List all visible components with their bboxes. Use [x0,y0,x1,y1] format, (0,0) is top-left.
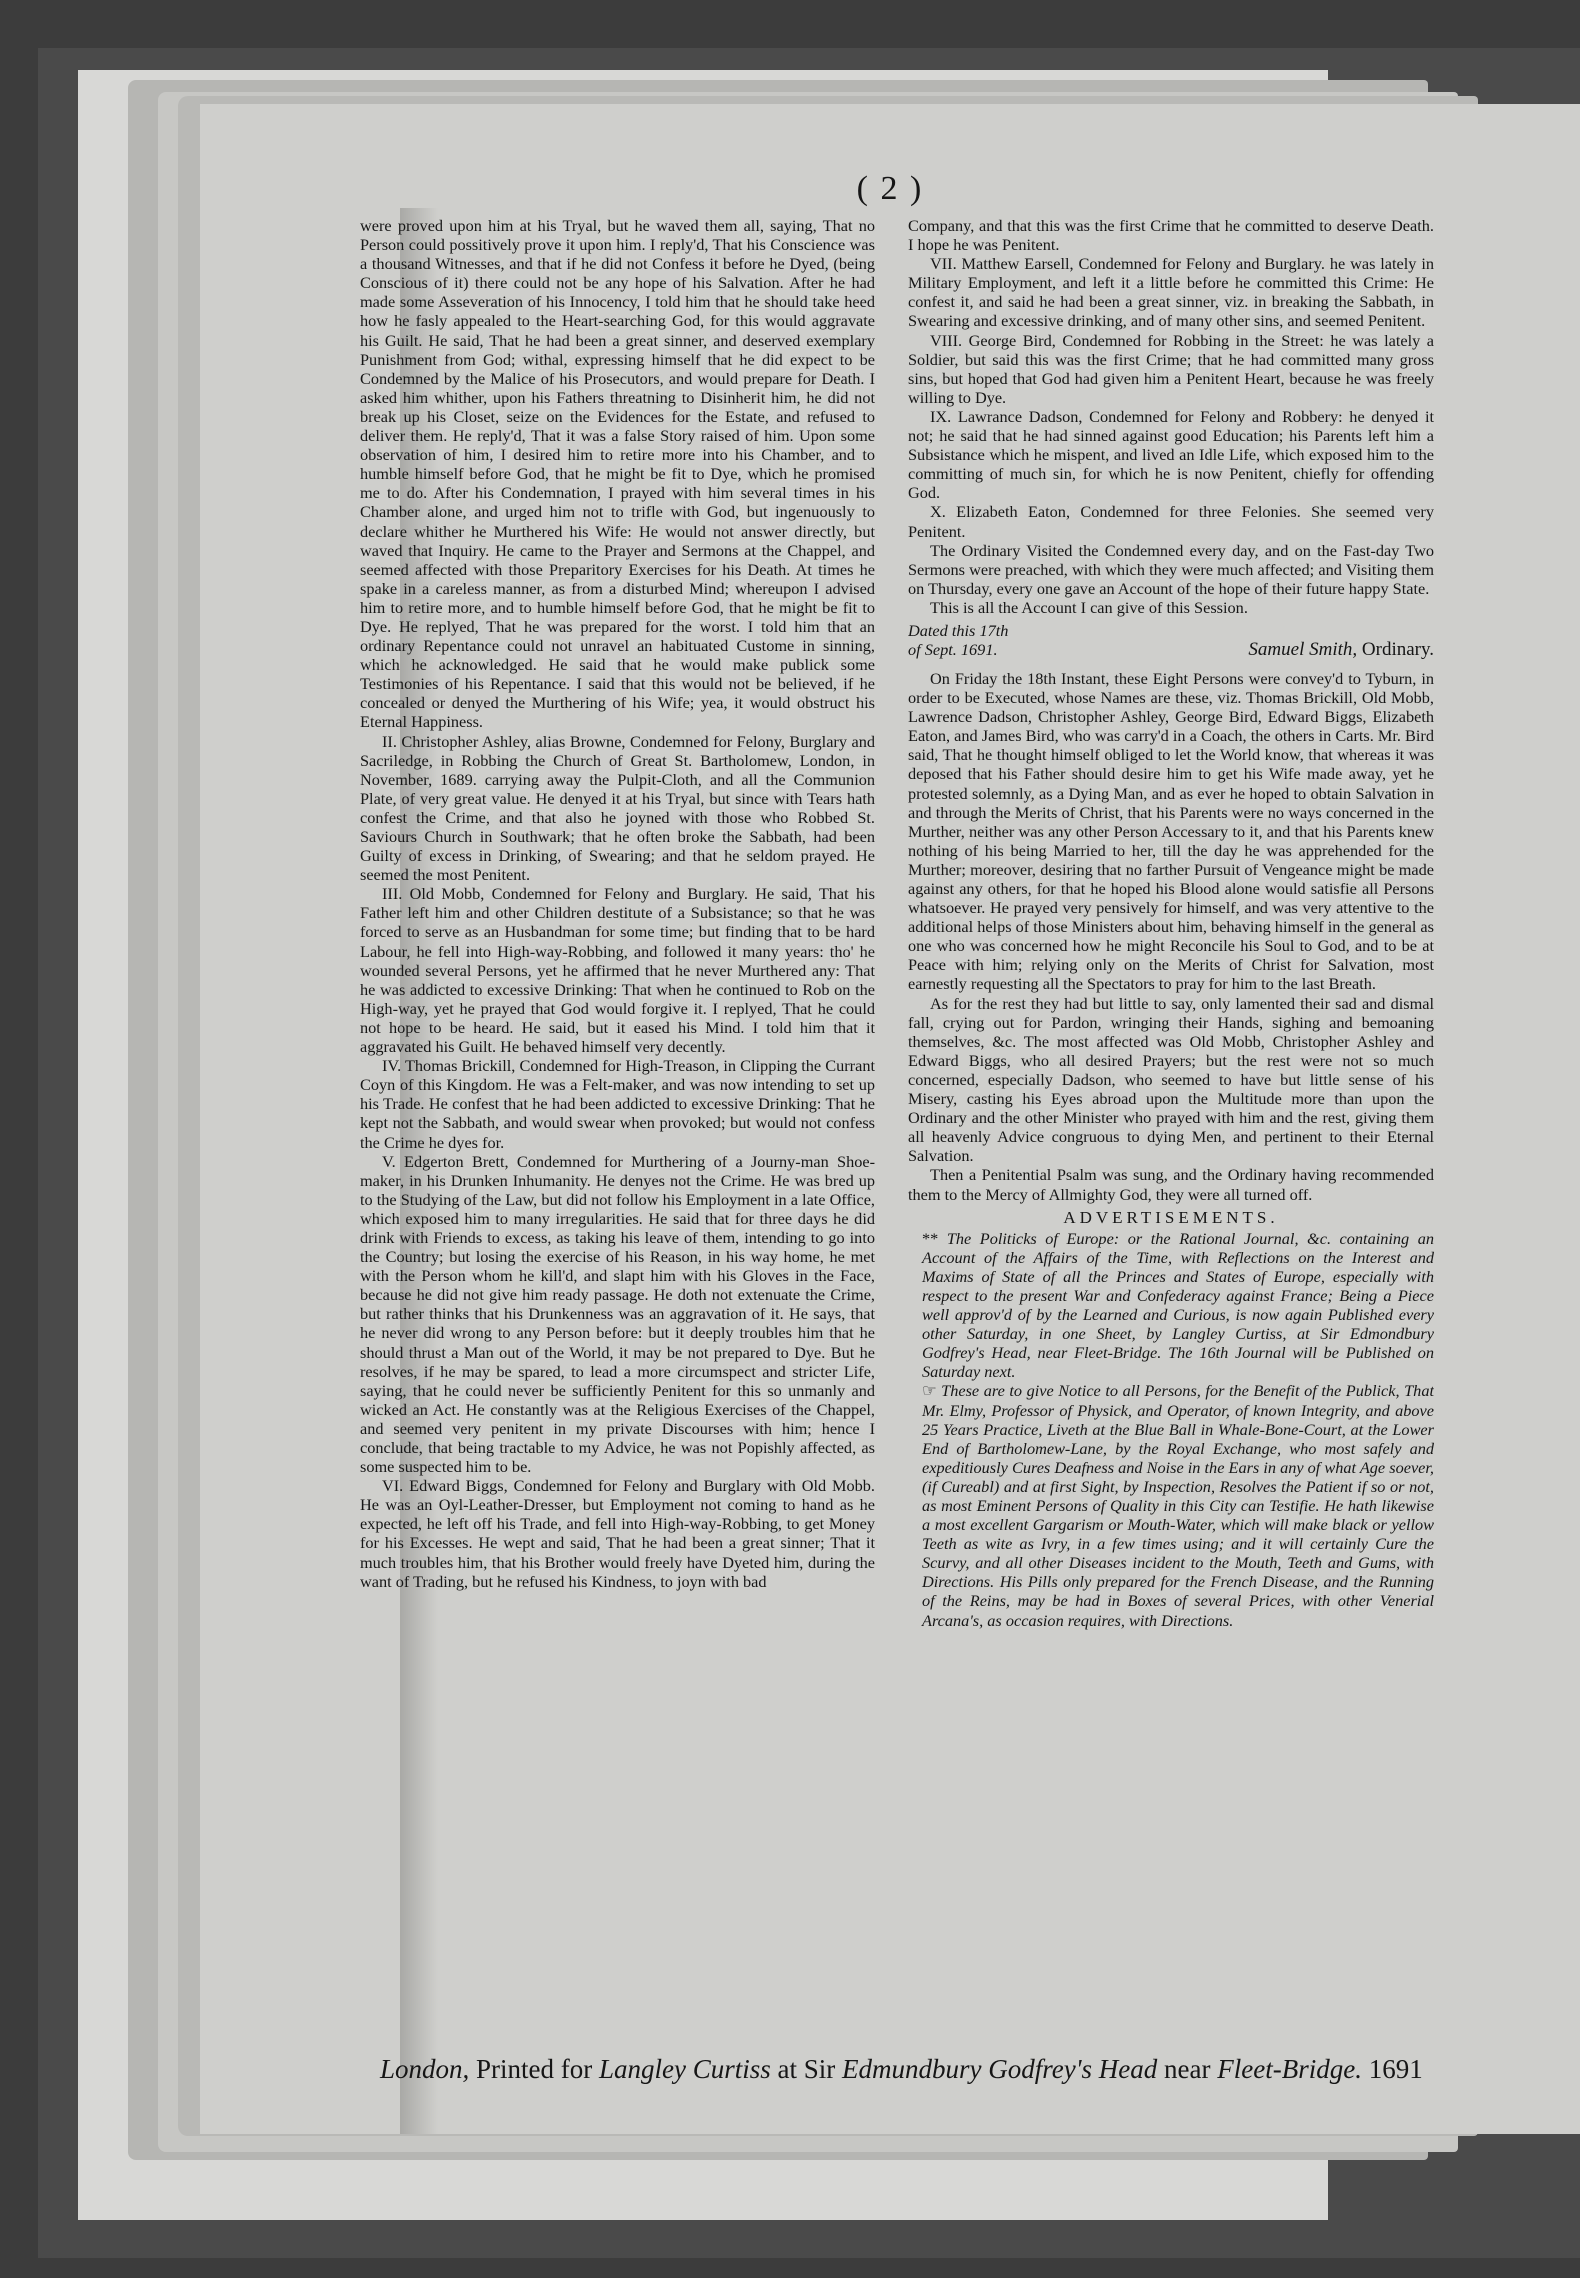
dated-line: of Sept. 1691. [908,639,998,659]
paragraph: IX. Lawrance Dadson, Condemned for Felony and Robbery: he denyed it not; he said that he had sinned against good Education; his Parents left him a Subsistance which he mispent, and lived an Idle Life, which exposed him to the committing of much sin, for which he is now Penitent, chiefly for offending God. [908,406,1434,503]
paragraph: VIII. George Bird, Condemned for Robbing in the Street: he was lately a Soldier, but said this was the first Crime; that he had committed many gross sins, but hoped that God had given him a Penitent Heart, because he was freely willing to Dye. [908,330,1434,407]
imprint-printer: Langley Curtiss [599,2054,771,2084]
dated-line: Dated this 17th [908,620,1009,640]
paragraph: The Ordinary Visited the Condemned every day, and on the Fast-day Two Sermons were preached, with which they were much affected; and Visiting them on Thursday, every one gave an Account of the hope of their future happy State. [908,540,1434,598]
paragraph: This is all the Account I can give of this Session. [930,597,1248,617]
advertisement-text: These are to give Notice to all Persons, for the Benefit of the Publick, That Mr. Elmy, Professor of Physick, and Operator, of known Integrity, and above 25 Years Practice, Liveth at the Blue Ball in Whale-Bone-Court, at the Lower End of Bartholomew-Lane, by the Royal Exchange, who most safely and expeditiously Cures Deafness and Noise in the Ears in any of what Age soever, (if Cureabl) and at first Sight, by Inspection, Resolves the Patient if so or not, as most Eminent Persons of Quality in this City can Testifie. He hath likewise a most excellent Gargarism or Mouth-Water, which will make black or yellow Teeth as wite as Ivry, in a few times using; and it will certainly Cure the Scurvy, and all other Diseases incident to the Mouth, Teeth and Gums, with Directions. His Pills only prepared for the French Disease, and the Running of the Reins, may be had in Boxes of several Prices, with other Venerial Arcana's, as occasion requires, with Directions. [922,1381,1434,1630]
imprint-sign: Edmundbury Godfrey's Head [842,2054,1158,2084]
advertisements-heading: ADVERTISEMENTS. [1063,1207,1279,1227]
paragraph: VII. Matthew Earsell, Condemned for Felony and Burglary. he was lately in Military Employment, and left it a little before he committed this Crime: He confest it, and said he had been a great sinner, viz. in breaking the Sabbath, in Swearing and excessive drinking, and of many other sins, and seemed Penitent. [908,254,1434,331]
right-column-accounts [908,216,1434,617]
signature [1248,640,1434,659]
imprint-year: 1691 [1368,2054,1423,2084]
advertisements [908,1229,1434,1630]
paragraph: II. Christopher Ashley, alias Browne, Condemned for Felony, Burglary and Sacriledge, in Robbing the Church of Great St. Bartholomew, London, in November, 1689. carrying away the Pulpit-Cloth, and all the Communion Plate, of very great value. He denyed it at his Tryal, but since with Tears hath confest the Crime, and that also he joyned with those who Robbed St. Saviours Church in Southwark; that he often broke the Sabbath, had been Guilty of excess in Drinking, of Swearing; and that he seldom prayed. He seemed the most Penitent. [360,731,875,885]
document-page [200,104,1580,2134]
paragraph: As for the rest they had but little to say, only lamented their sad and dismal fall, crying out for Pardon, wringing their Hands, sighing and bemoaning themselves, &c. The most affected was Old Mobb, Christopher Ashley and Edward Biggs, who all desired Prayers; but the rest were not so much concerned, especially Dadson, who seemed to have but little sense of his Misery, casting his Eyes abroad upon the Multitude more than upon the Ordinary and the other Minister who prayed with him and the rest, giving them all heavenly Advice congruous to dying Men, and pertinent to their Eternal Salvation. [908,993,1434,1166]
imprint-printed-for: Printed for [476,2054,593,2084]
left-column [360,216,875,2054]
paragraph: Then a Penitential Psalm was sung, and the Ordinary having recommended them to the Mercy of Allmighty God, they were all turned off. [908,1165,1434,1204]
page-number: ( 2 ) [856,170,924,207]
paragraph: III. Old Mobb, Condemned for Felony and Burglary. He said, That his Father left him and other Children destitute of a Subsistance; so that he was forced to serve as an Husbandman for some time; but finding that to be hard Labour, he fell into High-way-Robbing, and followed it many years: tho' he wounded several Persons, yet he affirmed that he never Murthered any: That he was addicted to excessive Drinking: That when he continued to Rob on the High-way, yet he prayed that God would forgive it. I replyed, That he could not hope to be heard. He said, but it eased his Mind. I told him that it aggravated his Guilt. He behaved himself very decently. [360,884,875,1057]
paragraph: IV. Thomas Brickill, Condemned for High-Treason, in Clipping the Currant Coyn of this Kingdom. He was a Felt-maker, and was now intending to set up his Trade. He confest that he had been addicted to excessive Drinking: That he kept not the Sabbath, and would swear when provoked; but would not confess the Crime he dyes for. [360,1056,875,1152]
paragraph: V. Edgerton Brett, Condemned for Murthering of a Journy-man Shoe-maker, in his Drunken Inhumanity. He denyes not the Crime. He was bred up to the Studying of the Law, but did not follow his Employment in a late Office, which exposed him to many irregularities. He said that for three days he did drink with Friends to excess, as taking his leave of them, intending to go into the Country; but losing the exercise of his Reason, in his way home, he met with the Person whom he kill'd, and slapt him with his Gloves in the Face, because he did not give him ready passage. He doth not extenuate the Crime, but rather thinks that his Drunkenness was an aggravation of it. He says, that he never did wrong to any Person before: but it deeply troubles him that he should thrust a Man out of the World, it may be not prepared to Dye. But he resolves, if he may be spared, to lead a more circumspect and stricter Life, saying, that he could never be sufficiently Penitent for this so unmanly and wicked an Act. He constantly was at the Religious Exercises of the Chappel, and seemed very penitent in my private Discourses with him; hence I conclude, that being tractable to my Advice, he was not Popishly affected, as some suspected him to be. [360,1151,875,1477]
advertisement-text: The Politicks of Europe: or the Rational Journal, &c. containing an Account of the Affairs of the Time, with Reflections on the Interest and Maxims of State of all the Princes and States of Europe, especially with respect to the present War and Confederacy against France; Being a Piece well approv'd of by the Learned and Curious, is now again Published every other Saturday, in one Sheet, by Langley Curtiss, at Sir Edmondbury Godfrey's Head, near Fleet-Bridge. The 16th Journal will be Published on Saturday next. [922,1228,1434,1382]
paragraph: were proved upon him at his Tryal, but he waved them all, saying, That no Person could possitively prove it upon him. I reply'd, That his Conscience was a thousand Witnesses, and that if he did not Confess it before he Dyed, (being Conscious of it) there could not be any hope of his Salvation. After he had made some Asseveration of his Innocency, I told him that he should take heed how he fasly appealed to the Heart-searching God, for this would aggravate his Guilt. He said, That he had been a great sinner, and deserved exemplary Punishment from God; withal, expressing himself that he did expect to be Condemned by the Malice of his Prosecutors, and would prepare for Death. I asked him whither, upon his Fathers threatning to Disinherit him, he did not break up his Closet, seize on the Evidences for the Estate, and refused to deliver them. He reply'd, That it was a false Story raised of him. Upon some observation of him, I desired him to retire more into his Chamber, and to humble himself before God, that he might be fit to Dye, which he promised me to do. After his Condemnation, I prayed with him several times in his Chamber alone, and urged him not to trifle with God, but ingenuously to declare whither he Murthered his Wife: He would not answer directly, but waved that Inquiry. He came to the Prayer and Sermons at the Chappel, and seemed affected with those Preparitory Exercises for his Death. At times he spake in a careless manner, as from a disturbed Mind; whereupon I advised him to retire more, and to humble himself before God, that he might be fit to Dye. He replyed, That he was prepared for the worst. I told him that an ordinary Repentance could not unravel an habituated Custome in sinning, which he acknowledged. He said that he would make publick some Testimonies of his Repentance. I said that this would not be believed, if he concealed or denyed the Murthering of his Wife; yea, it would obstruct his Eternal Happiness. [360,216,875,732]
dated-block [908,621,1008,659]
signature-title: Ordinary. [1361,638,1434,660]
advertisement [908,1229,1434,1382]
imprint-city: London, [380,2054,470,2084]
advertisement [908,1381,1434,1629]
imprint [380,2054,1460,2085]
imprint-at: at Sir [777,2054,836,2084]
advertisement-mark: ☞ [922,1381,937,1401]
right-column [908,216,1434,2054]
paragraph: VI. Edward Biggs, Condemned for Felony and Burglary with Old Mobb. He was an Oyl-Leather-Dresser, but Employment not coming to hand as he expected, he left off his Trade, and fell into High-way-Robbing, to get Money for his Excesses. He wept and said, That he had been a great sinner; That it much troubles him, that his Brother would freely have Dyeted him, during the want of Trading, but he refused his Kindness, to joyn with bad [360,1476,875,1591]
imprint-place: Fleet-Bridge. [1217,2054,1362,2084]
imprint-near: near [1164,2054,1211,2084]
paragraph: X. Elizabeth Eaton, Condemned for three Felonies. She seemed very Penitent. [908,502,1434,541]
execution-account [908,669,1434,1204]
advertisement-mark: ** [922,1228,939,1248]
dateline [908,621,1434,659]
signature-name: Samuel Smith, [1248,638,1358,660]
paragraph: On Friday the 18th Instant, these Eight Persons were convey'd to Tyburn, in order to be Executed, whose Names are these, viz. Thomas Brickill, Old Mobb, Lawrence Dadson, Christopher Ashley, George Bird, Edward Biggs, Elizabeth Eaton, and James Bird, who was carry'd in a Coach, the others in Carts. Mr. Bird said, That he thought himself obliged to let the World know, that whereas it was deposed that his Father should desire him to get his Wife made away, yet he protested solemnly, as a Dying Man, and as ever he hoped to obtain Salvation in and through the Merits of Christ, that his Parents were no ways concerned in the Murther, neither was any other Person Accessary to it, and that his Parents knew nothing of his being Married to her, till the day he was apprehended for the Murther; moreover, desiring that no farther Pursuit of Vengeance might be made against any others, for that he hoped his Blood alone would satisfie all Persons whatsoever. He prayed very pensively for himself, and was very attentive to the additional helps of those Ministers about him, behaving himself in the general as one who was concerned how he might Reconcile his Soul to God, and to be at Peace with him; relying only on the Merits of Christ for Salvation, most earnestly requesting all the Spectators to pray for him to the last Breath. [908,668,1434,994]
paragraph: Company, and that this was the first Crime that he committed to deserve Death. I hope he was Penitent. [908,216,1434,255]
